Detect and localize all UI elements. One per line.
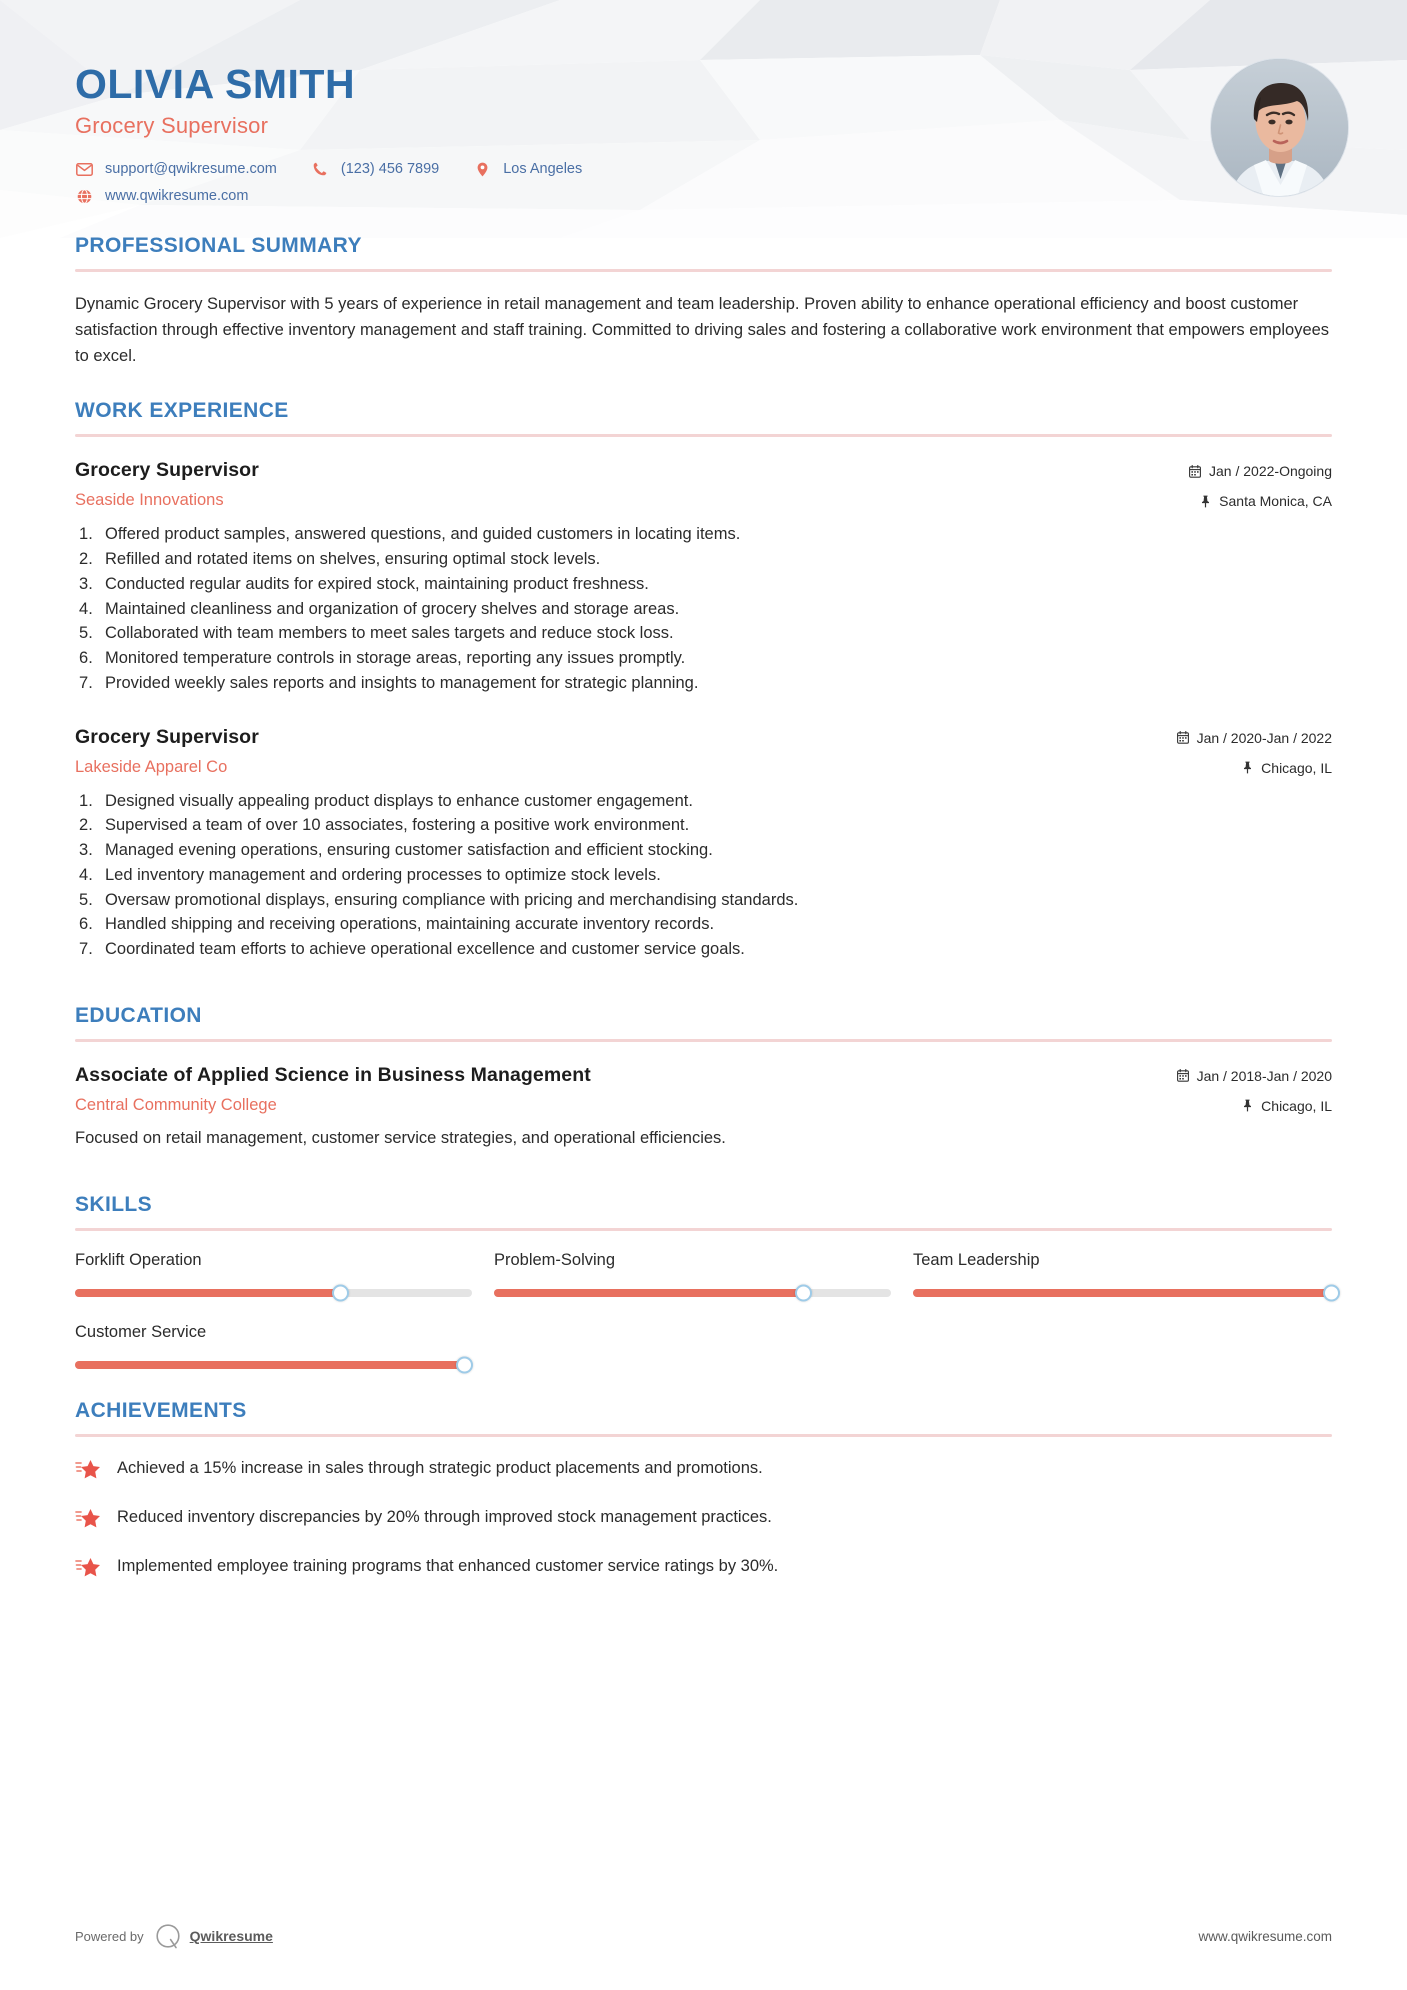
work-bullet: Collaborated with team members to meet sales targets and reduce stock loss. bbox=[105, 624, 674, 643]
skill-item bbox=[913, 1251, 1332, 1297]
candidate-job-title: Grocery Supervisor bbox=[75, 113, 269, 139]
qwikresume-logo-icon bbox=[154, 1922, 182, 1950]
skill-label: Problem-Solving bbox=[493, 1250, 616, 1269]
section-professional-summary bbox=[75, 234, 1332, 369]
section-divider bbox=[75, 1039, 1332, 1042]
section-work-experience bbox=[75, 399, 1332, 962]
work-bullet: Led inventory management and ordering processes to optimize stock levels. bbox=[105, 865, 661, 884]
avatar bbox=[1210, 58, 1349, 197]
skills-grid bbox=[75, 1251, 1332, 1369]
section-title-work: WORK EXPERIENCE bbox=[75, 399, 289, 423]
pushpin-icon bbox=[1198, 494, 1212, 508]
contact-location bbox=[473, 161, 582, 177]
work-entry-header bbox=[75, 726, 1332, 777]
section-divider bbox=[75, 1434, 1332, 1437]
work-dates bbox=[1176, 730, 1332, 746]
work-entry bbox=[75, 459, 1332, 695]
footer-website-url[interactable]: www.qwikresume.com bbox=[1198, 1928, 1332, 1944]
resume-header bbox=[0, 0, 1407, 204]
resume-body bbox=[0, 234, 1407, 1579]
section-title-education: EDUCATION bbox=[75, 1003, 202, 1027]
education-location-label: Chicago, IL bbox=[1261, 1097, 1332, 1114]
section-divider bbox=[75, 1228, 1332, 1231]
skill-slider[interactable] bbox=[913, 1289, 1332, 1297]
work-entry bbox=[75, 726, 1332, 962]
work-entry-left bbox=[75, 726, 1176, 777]
work-dates bbox=[1188, 463, 1332, 479]
work-entry-meta bbox=[1176, 726, 1332, 776]
skill-item bbox=[75, 1251, 494, 1297]
contact-location-label: Los Angeles bbox=[503, 161, 583, 178]
skill-slider-fill bbox=[913, 1289, 1332, 1297]
skill-slider-fill bbox=[75, 1361, 464, 1369]
section-title-skills: SKILLS bbox=[75, 1192, 153, 1216]
pushpin-icon bbox=[1240, 1099, 1254, 1113]
achievement-item bbox=[75, 1555, 1332, 1580]
star-icon bbox=[75, 1458, 101, 1482]
contact-row-primary bbox=[75, 161, 1337, 177]
achievement-item bbox=[75, 1506, 1332, 1531]
education-dates bbox=[1176, 1068, 1332, 1084]
skill-label: Customer Service bbox=[75, 1322, 207, 1341]
work-bullet: Conducted regular audits for expired stock, maintaining product freshness. bbox=[105, 574, 649, 593]
star-icon bbox=[75, 1507, 101, 1531]
section-achievements bbox=[75, 1399, 1332, 1580]
work-location bbox=[1176, 760, 1332, 776]
work-entry-meta bbox=[1188, 459, 1332, 509]
skill-slider-fill bbox=[75, 1289, 341, 1297]
work-bullet: Managed evening operations, ensuring customer satisfaction and efficient stocking. bbox=[105, 841, 713, 860]
skill-item bbox=[494, 1251, 913, 1297]
work-dates-label: Jan / 2020-Jan / 2022 bbox=[1196, 729, 1332, 746]
skill-item bbox=[75, 1323, 494, 1369]
contact-email-label: support@qwikresume.com bbox=[105, 161, 277, 178]
work-bullet: Supervised a team of over 10 associates, fostering a positive work environment. bbox=[105, 816, 690, 835]
globe-icon bbox=[75, 188, 94, 204]
achievement-text: Reduced inventory discrepancies by 20% through improved stock management practices. bbox=[117, 1507, 772, 1526]
education-school: Central Community College bbox=[75, 1095, 277, 1114]
work-bullets bbox=[75, 789, 1332, 962]
skill-slider-thumb[interactable] bbox=[456, 1356, 473, 1373]
work-entry-header bbox=[75, 459, 1332, 510]
work-role: Grocery Supervisor bbox=[75, 459, 259, 482]
powered-by bbox=[75, 1922, 273, 1950]
contact-row-website bbox=[75, 188, 1337, 204]
work-bullets bbox=[75, 522, 1332, 695]
education-dates-label: Jan / 2018-Jan / 2020 bbox=[1196, 1067, 1332, 1084]
achievement-text: Achieved a 15% increase in sales through strategic product placements and promotions. bbox=[117, 1458, 763, 1477]
map-pin-icon bbox=[473, 161, 492, 177]
education-entry-meta bbox=[1176, 1064, 1332, 1114]
education-location bbox=[1176, 1098, 1332, 1114]
skill-label: Team Leadership bbox=[912, 1250, 1040, 1269]
work-company: Lakeside Apparel Co bbox=[75, 757, 228, 776]
contact-website-label: www.qwikresume.com bbox=[105, 188, 249, 205]
contact-email[interactable] bbox=[75, 161, 277, 177]
education-entry-left bbox=[75, 1064, 1176, 1115]
work-bullet: Coordinated team efforts to achieve operational excellence and customer service goals. bbox=[105, 940, 745, 959]
work-location-label: Santa Monica, CA bbox=[1219, 493, 1332, 510]
work-bullet: Handled shipping and receiving operations, maintaining accurate inventory records. bbox=[105, 915, 715, 934]
skill-slider-thumb[interactable] bbox=[1323, 1284, 1340, 1301]
section-divider bbox=[75, 434, 1332, 437]
calendar-icon bbox=[1188, 464, 1202, 478]
work-bullet: Offered product samples, answered questions, and guided customers in locating items. bbox=[105, 525, 741, 544]
contact-phone-label: (123) 456 7899 bbox=[340, 161, 440, 178]
section-divider bbox=[75, 269, 1332, 272]
summary-text: Dynamic Grocery Supervisor with 5 years of experience in retail management and team leadership. Proven ability to enhance operational efficiency and boost customer satisfaction through effective inventory management and staff training. Committed to driving sales and fostering a collaborative work environment that empowers employees to excel. bbox=[75, 295, 1330, 366]
section-title-summary: PROFESSIONAL SUMMARY bbox=[75, 234, 362, 258]
star-icon bbox=[75, 1556, 101, 1580]
calendar-icon bbox=[1176, 731, 1190, 745]
skill-slider-fill bbox=[494, 1289, 804, 1297]
work-bullet: Maintained cleanliness and organization of grocery shelves and storage areas. bbox=[105, 599, 680, 618]
section-skills bbox=[75, 1193, 1332, 1369]
achievement-item bbox=[75, 1457, 1332, 1482]
work-bullet: Oversaw promotional displays, ensuring compliance with pricing and merchandising standards. bbox=[105, 890, 799, 909]
work-location-label: Chicago, IL bbox=[1261, 759, 1332, 776]
education-degree: Associate of Applied Science in Business Management bbox=[75, 1063, 591, 1086]
section-education bbox=[75, 1004, 1332, 1151]
education-entry-header bbox=[75, 1064, 1332, 1115]
page-footer bbox=[0, 1922, 1407, 1950]
skill-slider[interactable] bbox=[75, 1289, 472, 1297]
work-company: Seaside Innovations bbox=[75, 491, 224, 510]
achievements-list bbox=[75, 1457, 1332, 1580]
contact-details bbox=[75, 161, 1337, 204]
work-location bbox=[1188, 493, 1332, 509]
candidate-name: OLIVIA SMITH bbox=[75, 61, 356, 107]
education-note: Focused on retail management, customer service strategies, and operational efficiencies. bbox=[75, 1128, 726, 1147]
work-dates-label: Jan / 2022-Ongoing bbox=[1209, 463, 1332, 480]
section-title-achievements: ACHIEVEMENTS bbox=[75, 1398, 247, 1422]
powered-by-label: Powered by bbox=[75, 1928, 144, 1944]
phone-icon bbox=[311, 161, 330, 177]
skill-slider[interactable] bbox=[75, 1361, 472, 1369]
skill-label: Forklift Operation bbox=[75, 1250, 202, 1269]
skill-slider[interactable] bbox=[494, 1289, 891, 1297]
achievement-text: Implemented employee training programs that enhanced customer service ratings by 30%. bbox=[117, 1556, 779, 1575]
contact-website[interactable] bbox=[75, 188, 248, 204]
pushpin-icon bbox=[1240, 761, 1254, 775]
calendar-icon bbox=[1176, 1069, 1190, 1083]
skill-slider-thumb[interactable] bbox=[795, 1284, 812, 1301]
contact-phone[interactable] bbox=[311, 161, 439, 177]
work-bullet: Designed visually appealing product displays to enhance customer engagement. bbox=[105, 791, 693, 810]
work-role: Grocery Supervisor bbox=[75, 725, 259, 748]
envelope-icon bbox=[75, 161, 94, 177]
work-bullet: Monitored temperature controls in storage areas, reporting any issues promptly. bbox=[105, 649, 686, 668]
work-bullet: Provided weekly sales reports and insights to management for strategic planning. bbox=[105, 673, 699, 692]
qwikresume-brand-link[interactable]: Qwikresume bbox=[189, 1928, 273, 1944]
work-entry-left bbox=[75, 459, 1188, 510]
education-entry bbox=[75, 1064, 1332, 1151]
skill-slider-thumb[interactable] bbox=[332, 1284, 349, 1301]
work-bullet: Refilled and rotated items on shelves, ensuring optimal stock levels. bbox=[105, 550, 601, 569]
